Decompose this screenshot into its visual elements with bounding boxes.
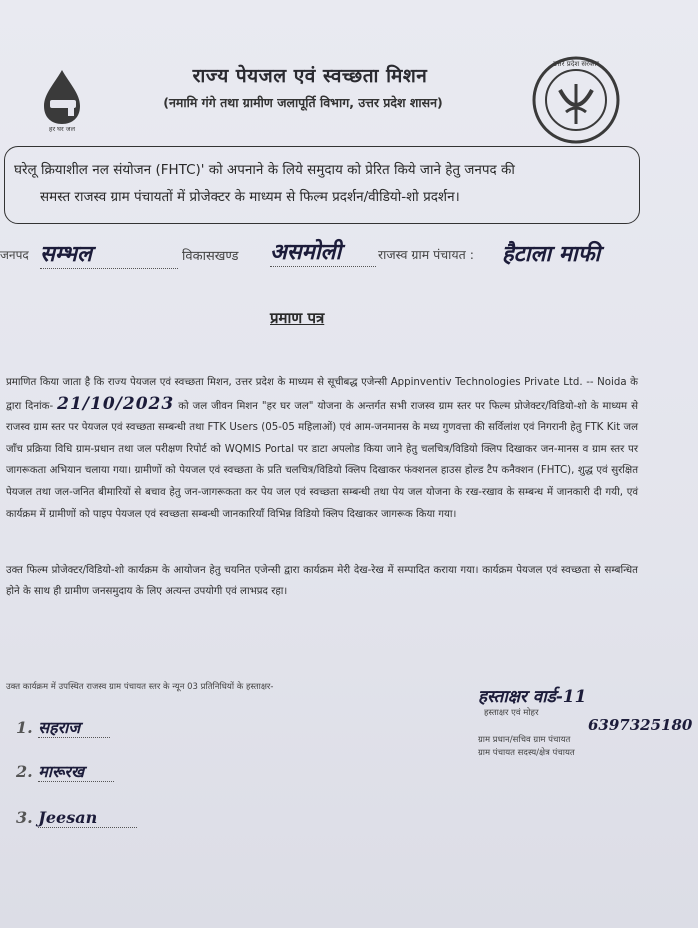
panchayat-value: हैटाला माफी <box>502 241 601 267</box>
mobile-number: 6397325180 <box>588 716 693 734</box>
handwritten-date: 21/10/2023 <box>57 393 175 414</box>
page-subtitle: (नमामि गंगे तथा ग्रामीण जलापूर्ति विभाग, उत्तर प्रदेश शासन) <box>163 95 443 110</box>
subject-line-2: समस्त राजस्व ग्राम पंचायतों में प्रोजेक्टर के माध्यम से फिल्म प्रदर्शन/वीडियो-शो प्रदर्शन। <box>40 189 460 205</box>
subject-box <box>4 146 640 224</box>
stamp-line-2: ग्राम पंचायत सदस्य/क्षेत्र पंचायत <box>478 748 575 758</box>
emblem-text: उत्तर प्रदेश सरकार <box>552 60 600 68</box>
representative-signature-3: 3. Jeesan <box>16 808 186 827</box>
rep-name-3: Jeesan <box>38 808 137 828</box>
paragraph-part-b: को जल जीवन मिशन "हर घर जल" योजना के अन्तर्गत सभी राजस्व ग्राम स्तर पर फिल्म प्रोजेक्टर/विडियो-शो के माध्यम से राजस्व ग्राम स्तर पर पेयजल एवं स्वच्छता सम्बन्धी तथा FTK Users (05-05 महिलाओं) एवं आम-जनमानस के मध्य गुणवत्ता की सर्विलांश एवं निगरानी हेतु FTK Kit जल जाँच प्रक्रिया विधि ग्राम-प्रधान तथा जल परीक्षण रिपोर्ट को WQMIS Portal पर डाटा अपलोड किया जाने हेतु चलचित्र/विडियो क्लिप दिखाकर जन-मानस व ग्राम स्तर पर जागरूकता अभियान चलाया गया। ग्रामीणों को पेयजल एवं स्वच्छता के प्रति चलचित्र/विडियो क्लिप दिखाकर फंक्शनल हाउस होल्ड टैप कनैक्शन (FHTC), शुद्ध एवं सुरक्षित पेयजल तथा जल-जनित बीमारियों से बचाव हेतु जन-जागरूकता कर पेय जल एवं स्वच्छता सम्बन्धी तथा पेय जल योजना के रख-रखाव के सम्बन्ध में जानकारी दी गयी, एवं कार्यक्रम में ग्रामीणों को पाइप पेयजल एवं स्वच्छता सम्बन्धी जानकारियाँ विभिन्न विडियो क्लिप दिखाकर जागरूक किया गया। <box>6 400 638 520</box>
certificate-paragraph <box>6 372 638 525</box>
rep-name-2: मारूरख <box>38 762 114 782</box>
panchayat-label: राजस्व ग्राम पंचायत : <box>378 247 474 262</box>
page-title: राज्य पेयजल एवं स्वच्छता मिशन <box>192 65 428 87</box>
rep-name-1: सहराज <box>38 718 110 738</box>
block-label: विकासखण्ड <box>182 249 239 264</box>
handwritten-signature: हस्ताक्षर वार्ड-11 <box>478 687 587 707</box>
certificate-title: प्रमाण पत्र <box>270 309 325 327</box>
block-value: असमोली <box>270 236 376 267</box>
stamp-line-1: ग्राम प्रधान/सचिव ग्राम पंचायत <box>478 735 571 745</box>
stamp-label: हस्ताक्षर एवं मोहर <box>484 708 539 718</box>
up-government-emblem <box>530 54 622 146</box>
logo-caption: हर घर जल <box>49 125 75 133</box>
jal-jeevan-mission-logo <box>30 66 100 146</box>
representative-signature-2: 2. मारूरख <box>16 760 176 782</box>
representatives-note: उक्त कार्यक्रम में उपस्थित राजस्व ग्राम पंचायत स्तर के न्यून 03 प्रतिनिधियों के हस्ताक्षर- <box>6 682 274 692</box>
janpad-value: सम्भल <box>40 238 178 269</box>
water-drop-icon <box>30 66 100 146</box>
representative-signature-1: 1. सहराज <box>16 716 156 738</box>
paragraph-part-a: प्रमाणित किया जाता है कि राज्य पेयजल एवं स्वच्छता मिशन, उत्तर प्रदेश के माध्यम से सूचीबद्ध एजेन्सी Appinventiv Technologies Private Ltd. -- Noida के द्वारा दिनांक- <box>6 377 638 412</box>
certificate-paragraph-2: उक्त फिल्म प्रोजेक्टर/विडियो-शो कार्यक्रम के आयोजन हेतु चयनित एजेन्सी द्वारा कार्यक्रम मेरी देख-रेख में सम्पादित कराया गया। कार्यक्रम पेयजल एवं स्वच्छता से सम्बन्धित होने के साथ ही ग्रामीण जनसमुदाय के लिए अत्यन्त उपयोगी एवं लाभप्रद रहा। <box>6 565 638 597</box>
subject-line-1: घरेलू क्रियाशील नल संयोजन (FHTC)' को अपनाने के लिये समुदाय को प्रेरित किये जाने हेतु जनपद की <box>14 162 515 178</box>
janpad-label: जनपद <box>0 248 29 262</box>
